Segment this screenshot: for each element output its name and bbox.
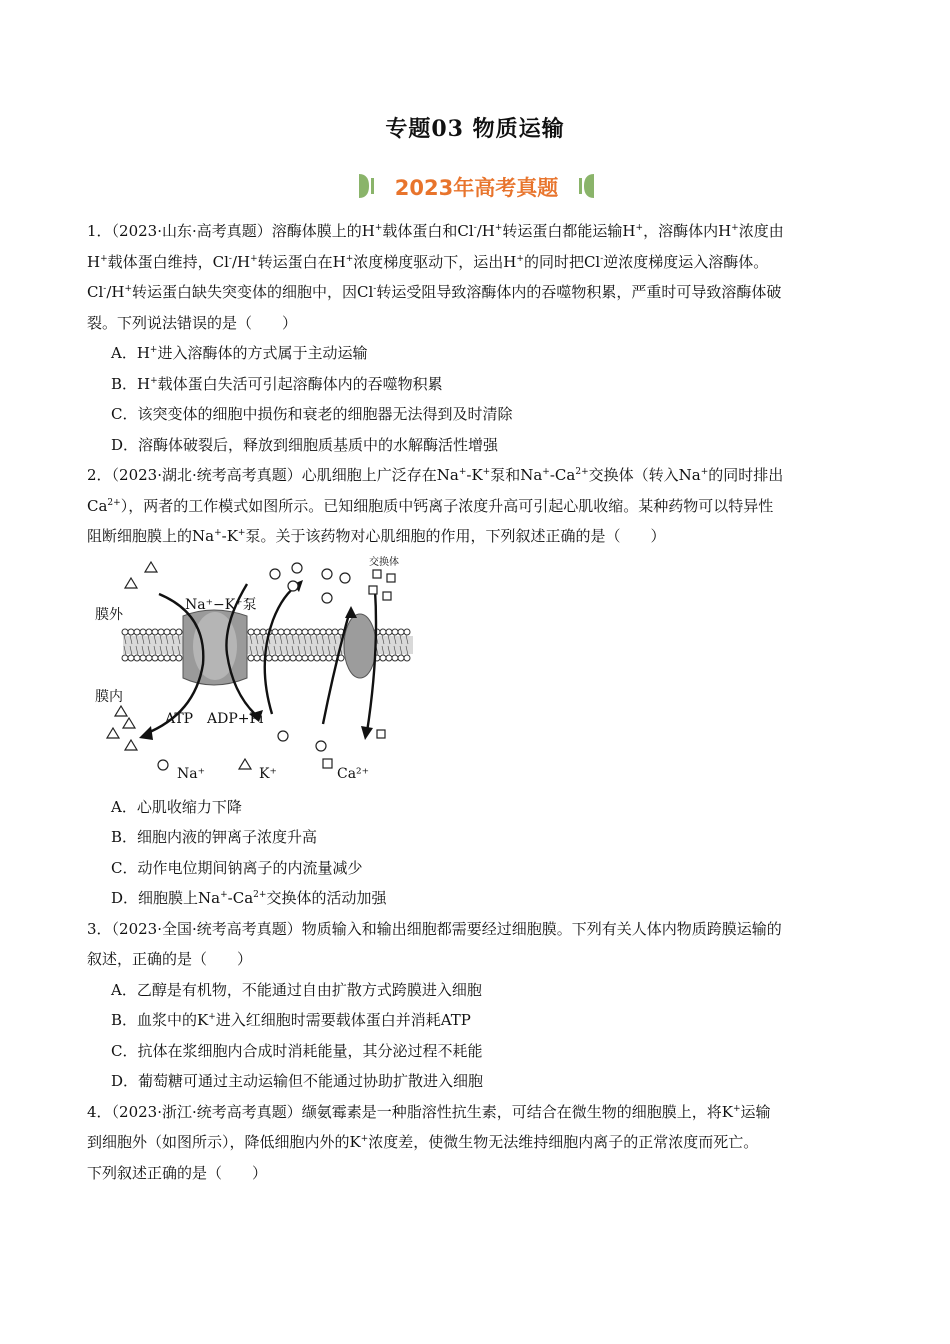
legend-potassium: K⁺ xyxy=(259,765,277,782)
question-number: 2． xyxy=(87,466,112,484)
answer-option xyxy=(87,822,863,853)
text-run: 物质输入和输出细胞都需要经过细胞膜。下列有关人体内物质跨膜运输的 xyxy=(301,919,782,938)
question-source: （2023·浙江·统考高考真题） xyxy=(111,1102,302,1121)
text-run: 交换体的活动加强 xyxy=(266,889,387,907)
question-text-line xyxy=(87,1127,863,1158)
text-run: 进入溶酶体的方式属于主动运输 xyxy=(157,344,368,362)
text-run: 叙述，正确的是（ ） xyxy=(87,950,253,968)
text-run: C．动作电位期间钠离子的内流量减少 xyxy=(111,858,363,877)
question-source: （2023·全国·统考高考真题） xyxy=(111,919,302,938)
question-source: （2023·湖北·统考高考真题） xyxy=(111,466,302,484)
question-text-line xyxy=(87,1158,863,1189)
answer-option xyxy=(87,1005,863,1036)
question-1 xyxy=(87,216,863,460)
question-text-line xyxy=(87,521,863,552)
text-run: D．葡萄糖可通过主动运输但不能通过协助扩散进入细胞 xyxy=(111,1072,484,1090)
answer-option xyxy=(87,338,863,369)
superscript: + xyxy=(124,284,133,294)
question-number: 4． xyxy=(87,1102,112,1121)
legend-calcium: Ca²⁺ xyxy=(337,765,370,782)
superscript: + xyxy=(731,223,739,233)
answer-option xyxy=(87,430,863,461)
superscript: + xyxy=(214,528,222,538)
text-run: ，溶酶体内H xyxy=(643,222,732,240)
text-run: 缬氨霉素是一种脂溶性抗生素，可结合在微生物的细胞膜上，将K xyxy=(301,1102,733,1121)
superscript: + xyxy=(149,345,158,355)
text-run: 转运蛋白在H xyxy=(257,252,346,271)
text-run: A．乙醇是有机物，不能通过自由扩散方式跨膜进入细胞 xyxy=(111,980,482,999)
question-number: 3． xyxy=(87,919,112,938)
question-source: （2023·山东·高考真题） xyxy=(111,222,272,240)
section-banner xyxy=(355,170,598,202)
text-run: 阻断细胞膜上的Na xyxy=(87,527,215,545)
text-run: 转运蛋白缺失突变体的细胞中，因Cl xyxy=(132,283,374,301)
superscript: + xyxy=(100,253,108,264)
question-number: 1． xyxy=(87,222,112,240)
question-2 xyxy=(87,460,863,914)
superscript: + xyxy=(494,223,503,233)
text-run: /H xyxy=(231,252,251,271)
text-run: 转运蛋白都能运输H xyxy=(502,222,636,240)
text-run: 裂。下列说法错误的是（ ） xyxy=(87,313,298,332)
question-text-line xyxy=(87,277,863,308)
text-run: Ca xyxy=(87,496,108,515)
superscript: + xyxy=(345,253,354,264)
answer-option xyxy=(87,399,863,430)
question-list xyxy=(87,216,863,1188)
question-text-line xyxy=(87,247,863,278)
text-run: 浓度梯度驱动下，运出H xyxy=(353,252,517,271)
superscript: + xyxy=(700,467,709,477)
answer-option xyxy=(87,853,863,884)
answer-option xyxy=(87,975,863,1006)
superscript: - xyxy=(600,253,604,264)
text-run: 溶酶体膜上的H xyxy=(271,222,375,240)
text-run: 的同时排出 xyxy=(708,466,784,484)
text-run: C．抗体在浆细胞内合成时消耗能量，其分泌过程不耗能 xyxy=(111,1041,483,1060)
text-run: -Ca xyxy=(227,889,254,907)
question-text-line xyxy=(87,1097,863,1128)
text-run: -Ca xyxy=(549,466,576,484)
answer-option xyxy=(87,1066,863,1097)
adp-label: ADP+Pi xyxy=(207,710,264,727)
superscript: 2+ xyxy=(107,497,121,508)
question-text-line xyxy=(87,491,863,522)
superscript: + xyxy=(150,375,158,386)
exchanger-label: 交换体 xyxy=(369,556,399,568)
text-run: 浓度差，使微生物无法维持细胞内离子的正常浓度而死亡。 xyxy=(368,1133,759,1151)
text-run: 载体蛋白维持，Cl xyxy=(107,252,229,271)
superscript: + xyxy=(250,253,258,264)
text-run: 运输 xyxy=(740,1102,771,1121)
question-text-line xyxy=(87,308,863,339)
text-run: 心肌细胞上广泛存在Na xyxy=(301,466,459,484)
superscript: 2+ xyxy=(253,890,267,900)
inside-membrane-label: 膜内 xyxy=(95,688,123,705)
text-run: /H xyxy=(476,222,495,240)
text-run: A．H xyxy=(111,344,150,362)
answer-option xyxy=(87,883,863,914)
atp-label: ATP xyxy=(165,710,194,727)
superscript: + xyxy=(360,1134,369,1144)
answer-option xyxy=(87,792,863,823)
text-run: 泵和Na xyxy=(490,466,543,484)
text-run: Cl xyxy=(87,283,104,301)
text-run: B．细胞内液的钾离子浓度升高 xyxy=(111,828,318,846)
superscript: - xyxy=(473,223,477,233)
outside-membrane-label: 膜外 xyxy=(95,606,123,623)
superscript: - xyxy=(228,253,232,264)
text-run: 的同时把Cl xyxy=(523,252,601,271)
superscript: + xyxy=(458,467,467,477)
superscript: + xyxy=(732,1103,741,1114)
superscript: + xyxy=(542,467,550,477)
text-run: D．细胞膜上Na xyxy=(111,889,221,907)
superscript: + xyxy=(482,467,491,477)
text-run: 载体蛋白和Cl xyxy=(382,222,474,240)
question-text-line xyxy=(87,944,863,975)
text-run: /H xyxy=(106,283,125,301)
text-run: H xyxy=(87,252,101,271)
pump-label: Na⁺−K⁺泵 xyxy=(185,596,257,613)
superscript: - xyxy=(373,284,377,294)
superscript: + xyxy=(220,890,228,900)
text-run: -K xyxy=(221,527,238,545)
text-run: C．该突变体的细胞中损伤和衰老的细胞器无法得到及时清除 xyxy=(111,405,513,423)
question-text-line xyxy=(87,216,863,247)
text-run: B．H xyxy=(111,374,151,393)
page-title: 专题03 物质运输 xyxy=(385,116,565,142)
text-run: 到细胞外（如图所示），降低细胞内外的K xyxy=(87,1133,361,1151)
membrane-transport-figure xyxy=(87,554,417,790)
answer-option xyxy=(87,369,863,400)
text-run: 下列叙述正确的是（ ） xyxy=(87,1163,268,1182)
superscript: + xyxy=(237,528,246,538)
superscript: + xyxy=(208,1012,216,1022)
answer-option xyxy=(87,1036,863,1067)
question-text-line xyxy=(87,914,863,945)
superscript: - xyxy=(103,284,107,294)
text-run: D．溶酶体破裂后，释放到细胞质基质中的水解酶活性增强 xyxy=(111,435,499,454)
text-run: 逆浓度梯度运入溶酶体。 xyxy=(603,252,769,271)
text-run: 转运受阻导致溶酶体内的吞噬物积累，严重时可导致溶酶体破 xyxy=(376,283,782,301)
question-3 xyxy=(87,914,863,1097)
text-run: 泵。关于该药物对心肌细胞的作用，下列叙述正确的是（ ） xyxy=(245,527,666,545)
text-run: 浓度由 xyxy=(738,222,784,240)
superscript: + xyxy=(516,253,524,264)
text-run: ），两者的工作模式如图所示。已知细胞质中钙离子浓度升高可引起心肌收缩。某种药物可以特异性 xyxy=(120,496,774,515)
text-run: A．心肌收缩力下降 xyxy=(111,797,242,816)
question-text-line xyxy=(87,460,863,491)
text-run: 交换体（转入Na xyxy=(588,466,701,484)
superscript: 2+ xyxy=(575,467,589,477)
superscript: + xyxy=(635,223,644,233)
banner-title: 2023年高考真题 xyxy=(394,176,559,200)
legend-sodium: Na⁺ xyxy=(177,765,205,782)
superscript: + xyxy=(374,223,383,233)
text-run: B．血浆中的K xyxy=(111,1011,209,1029)
question-4 xyxy=(87,1097,863,1189)
text-run: -K xyxy=(466,466,483,484)
text-run: 载体蛋白失活可引起溶酶体内的吞噬物积累 xyxy=(157,374,443,393)
text-run: 进入红细胞时需要载体蛋白并消耗ATP xyxy=(215,1011,471,1029)
